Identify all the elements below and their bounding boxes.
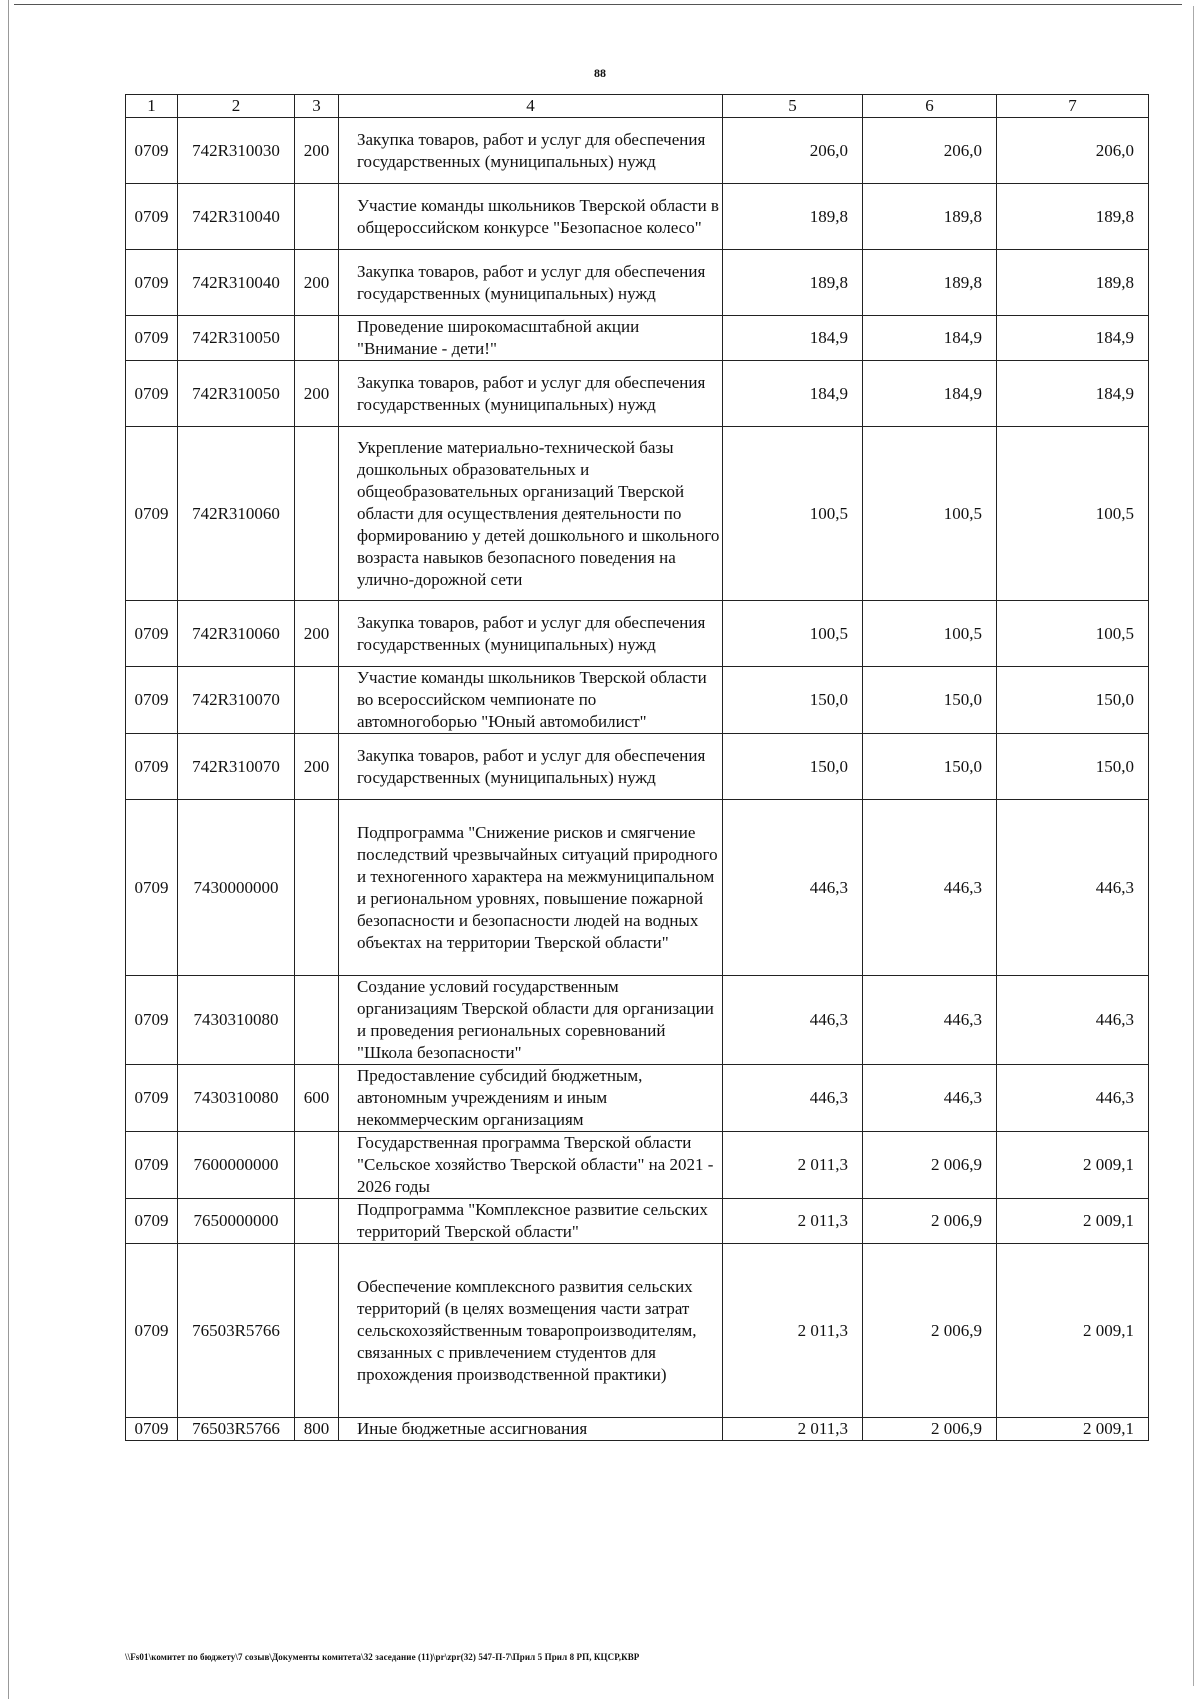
cell-value-col6: 446,3 <box>863 800 997 976</box>
table-row <box>126 1065 1149 1132</box>
cell-section: 0709 <box>126 1418 178 1441</box>
cell-value-col5: 150,0 <box>723 734 863 800</box>
cell-value-col5: 446,3 <box>723 800 863 976</box>
cell-value-col6: 446,3 <box>863 976 997 1065</box>
cell-description: Создание условий государственным организациям Тверской области для организации и проведения региональных соревнований "Школа безопасности" <box>339 976 723 1065</box>
cell-value-col7: 150,0 <box>997 667 1149 734</box>
cell-target-code: 742R310030 <box>178 118 295 184</box>
cell-section: 0709 <box>126 118 178 184</box>
cell-expense-type <box>295 667 339 734</box>
cell-target-code: 7430310080 <box>178 1065 295 1132</box>
cell-value-col5: 446,3 <box>723 976 863 1065</box>
cell-value-col6: 2 006,9 <box>863 1244 997 1418</box>
page-number: 88 <box>594 66 606 80</box>
scan-border-right <box>1193 6 1194 1686</box>
cell-value-col6: 100,5 <box>863 601 997 667</box>
cell-value-col7: 189,8 <box>997 250 1149 316</box>
cell-value-col7: 150,0 <box>997 734 1149 800</box>
cell-target-code: 742R310040 <box>178 250 295 316</box>
cell-expense-type <box>295 427 339 601</box>
cell-target-code: 742R310040 <box>178 184 295 250</box>
footer-file-path: \\Fs01\комитет по бюджету\7 созыв\Документы комитета\32 заседание (11)\pr\zpr(32) 547-П-7\Прил 5 Прил 8 РП, КЦСР,КВР <box>125 1652 640 1662</box>
cell-value-col5: 100,5 <box>723 601 863 667</box>
cell-expense-type: 600 <box>295 1065 339 1132</box>
cell-description: Закупка товаров, работ и услуг для обеспечения государственных (муниципальных) нужд <box>339 118 723 184</box>
cell-value-col6: 2 006,9 <box>863 1199 997 1244</box>
cell-description: Закупка товаров, работ и услуг для обеспечения государственных (муниципальных) нужд <box>339 361 723 427</box>
cell-value-col7: 100,5 <box>997 601 1149 667</box>
cell-target-code: 742R310060 <box>178 427 295 601</box>
header-col-6: 6 <box>863 95 997 118</box>
cell-expense-type <box>295 1199 339 1244</box>
cell-value-col5: 2 011,3 <box>723 1199 863 1244</box>
cell-expense-type: 200 <box>295 250 339 316</box>
cell-section: 0709 <box>126 734 178 800</box>
cell-value-col5: 2 011,3 <box>723 1132 863 1199</box>
cell-expense-type <box>295 1244 339 1418</box>
cell-value-col6: 150,0 <box>863 667 997 734</box>
cell-value-col7: 2 009,1 <box>997 1244 1149 1418</box>
cell-section: 0709 <box>126 601 178 667</box>
table-row <box>126 316 1149 361</box>
cell-description: Закупка товаров, работ и услуг для обеспечения государственных (муниципальных) нужд <box>339 601 723 667</box>
cell-target-code: 7430310080 <box>178 976 295 1065</box>
cell-expense-type: 800 <box>295 1418 339 1441</box>
cell-target-code: 742R310060 <box>178 601 295 667</box>
cell-value-col7: 2 009,1 <box>997 1199 1149 1244</box>
cell-target-code: 742R310070 <box>178 734 295 800</box>
cell-value-col7: 184,9 <box>997 316 1149 361</box>
cell-description: Закупка товаров, работ и услуг для обеспечения государственных (муниципальных) нужд <box>339 734 723 800</box>
cell-value-col6: 446,3 <box>863 1065 997 1132</box>
cell-section: 0709 <box>126 976 178 1065</box>
cell-value-col7: 446,3 <box>997 800 1149 976</box>
cell-value-col5: 100,5 <box>723 427 863 601</box>
cell-value-col6: 206,0 <box>863 118 997 184</box>
cell-expense-type: 200 <box>295 734 339 800</box>
header-col-4: 4 <box>339 95 723 118</box>
cell-value-col5: 189,8 <box>723 250 863 316</box>
cell-description: Укрепление материально-технической базы дошкольных образовательных и общеобразовательных организаций Тверской области для осуществления деятельности по формированию у детей дошкольного и школьного возраста навыков безопасного поведения на улично-дорожной сети <box>339 427 723 601</box>
cell-value-col5: 184,9 <box>723 316 863 361</box>
header-col-3: 3 <box>295 95 339 118</box>
cell-value-col7: 100,5 <box>997 427 1149 601</box>
cell-description: Участие команды школьников Тверской области в общероссийском конкурсе "Безопасное колесо" <box>339 184 723 250</box>
table-row <box>126 734 1149 800</box>
cell-section: 0709 <box>126 1199 178 1244</box>
table-row <box>126 427 1149 601</box>
cell-expense-type <box>295 316 339 361</box>
cell-target-code: 7430000000 <box>178 800 295 976</box>
cell-expense-type <box>295 184 339 250</box>
cell-value-col5: 184,9 <box>723 361 863 427</box>
cell-description: Подпрограмма "Снижение рисков и смягчение последствий чрезвычайных ситуаций природного и техногенного характера на межмуниципальном и региональном уровнях, повышение пожарной безопасности и безопасности людей на водных объектах на территории Тверской области" <box>339 800 723 976</box>
cell-expense-type: 200 <box>295 601 339 667</box>
table-row <box>126 800 1149 976</box>
cell-description: Обеспечение комплексного развития сельских территорий (в целях возмещения части затрат сельскохозяйственным товаропроизводителям, связанных с привлечением студентов для прохождения производственной практики) <box>339 1244 723 1418</box>
cell-value-col6: 2 006,9 <box>863 1418 997 1441</box>
cell-section: 0709 <box>126 667 178 734</box>
cell-section: 0709 <box>126 800 178 976</box>
cell-value-col6: 184,9 <box>863 361 997 427</box>
table-header-row <box>126 95 1149 118</box>
cell-section: 0709 <box>126 361 178 427</box>
cell-target-code: 7650000000 <box>178 1199 295 1244</box>
cell-value-col7: 206,0 <box>997 118 1149 184</box>
cell-description: Подпрограмма "Комплексное развитие сельских территорий Тверской области" <box>339 1199 723 1244</box>
cell-value-col7: 2 009,1 <box>997 1418 1149 1441</box>
table-row <box>126 361 1149 427</box>
cell-value-col7: 446,3 <box>997 1065 1149 1132</box>
header-col-5: 5 <box>723 95 863 118</box>
cell-value-col6: 189,8 <box>863 250 997 316</box>
cell-value-col7: 2 009,1 <box>997 1132 1149 1199</box>
cell-target-code: 76503R5766 <box>178 1418 295 1441</box>
cell-expense-type <box>295 800 339 976</box>
cell-section: 0709 <box>126 1244 178 1418</box>
cell-expense-type: 200 <box>295 361 339 427</box>
cell-target-code: 76503R5766 <box>178 1244 295 1418</box>
table-row <box>126 667 1149 734</box>
table-row <box>126 976 1149 1065</box>
table-row <box>126 1418 1149 1441</box>
cell-value-col6: 2 006,9 <box>863 1132 997 1199</box>
cell-description: Предоставление субсидий бюджетным, автономным учреждениям и иным некоммерческим организациям <box>339 1065 723 1132</box>
cell-section: 0709 <box>126 1132 178 1199</box>
cell-expense-type <box>295 1132 339 1199</box>
table-row <box>126 1199 1149 1244</box>
scan-border-top <box>14 4 1182 5</box>
cell-value-col6: 184,9 <box>863 316 997 361</box>
header-col-7: 7 <box>997 95 1149 118</box>
cell-value-col5: 206,0 <box>723 118 863 184</box>
cell-description: Проведение широкомасштабной акции "Внимание - дети!" <box>339 316 723 361</box>
cell-value-col5: 2 011,3 <box>723 1244 863 1418</box>
scan-border-left <box>8 0 9 1699</box>
cell-value-col6: 150,0 <box>863 734 997 800</box>
header-col-1: 1 <box>126 95 178 118</box>
cell-target-code: 742R310050 <box>178 361 295 427</box>
cell-value-col6: 100,5 <box>863 427 997 601</box>
cell-value-col5: 446,3 <box>723 1065 863 1132</box>
cell-value-col5: 2 011,3 <box>723 1418 863 1441</box>
cell-value-col7: 189,8 <box>997 184 1149 250</box>
cell-section: 0709 <box>126 427 178 601</box>
table-row <box>126 601 1149 667</box>
cell-description: Участие команды школьников Тверской области во всероссийском чемпионате по автомногоборью "Юный автомобилист" <box>339 667 723 734</box>
table-row <box>126 1132 1149 1199</box>
cell-section: 0709 <box>126 316 178 361</box>
table-row <box>126 250 1149 316</box>
cell-value-col7: 184,9 <box>997 361 1149 427</box>
cell-value-col5: 150,0 <box>723 667 863 734</box>
cell-section: 0709 <box>126 250 178 316</box>
table-row <box>126 1244 1149 1418</box>
cell-target-code: 7600000000 <box>178 1132 295 1199</box>
cell-section: 0709 <box>126 184 178 250</box>
cell-value-col6: 189,8 <box>863 184 997 250</box>
cell-value-col5: 189,8 <box>723 184 863 250</box>
budget-table <box>125 94 1149 1441</box>
cell-description: Закупка товаров, работ и услуг для обеспечения государственных (муниципальных) нужд <box>339 250 723 316</box>
cell-target-code: 742R310070 <box>178 667 295 734</box>
cell-description: Государственная программа Тверской области "Сельское хозяйство Тверской области" на 2021 - 2026 годы <box>339 1132 723 1199</box>
cell-expense-type <box>295 976 339 1065</box>
cell-target-code: 742R310050 <box>178 316 295 361</box>
header-col-2: 2 <box>178 95 295 118</box>
table-row <box>126 118 1149 184</box>
cell-section: 0709 <box>126 1065 178 1132</box>
cell-value-col7: 446,3 <box>997 976 1149 1065</box>
table-row <box>126 184 1149 250</box>
cell-description: Иные бюджетные ассигнования <box>339 1418 723 1441</box>
cell-expense-type: 200 <box>295 118 339 184</box>
